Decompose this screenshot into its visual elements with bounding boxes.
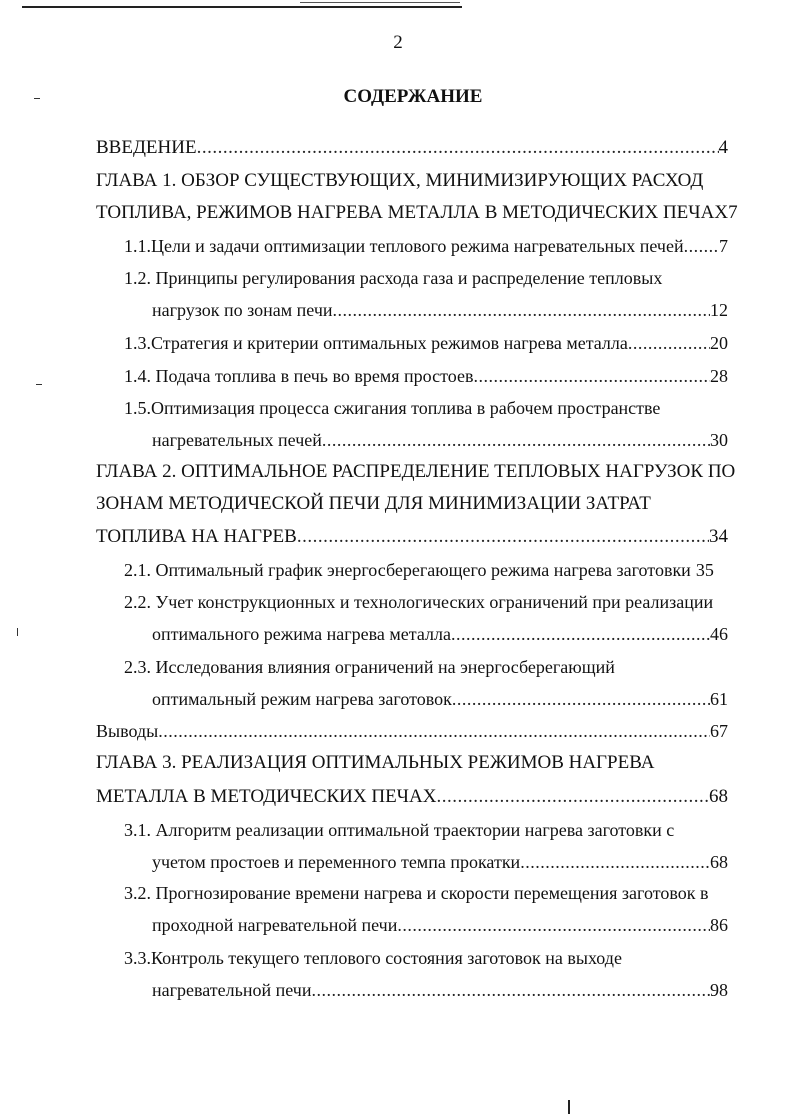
toc-entry-text: нагревательных печей [152, 430, 322, 450]
toc-chapter-3-line: ГЛАВА 3. РЕАЛИЗАЦИЯ ОПТИМАЛЬНЫХ РЕЖИМОВ НАГРЕВА [96, 752, 655, 773]
leader-dots [451, 625, 710, 643]
toc-entry-section-2-2[interactable] [152, 625, 728, 643]
toc-entry-section-3-1[interactable] [152, 853, 728, 871]
toc-entry-text: оптимальный режим нагрева заготовок [152, 689, 452, 709]
toc-section-3-2-line: 3.2. Прогнозирование времени нагрева и скорости перемещения заготовок в [124, 883, 709, 903]
toc-entry-text: оптимального режима нагрева металла [152, 624, 451, 644]
toc-section-1-2-line: 1.2. Принципы регулирования расхода газа и распределение тепловых [124, 268, 663, 288]
toc-entry-page: 12 [710, 300, 728, 320]
leader-dots [197, 138, 719, 157]
toc-section-2-3-line: 2.3. Исследования влияния ограничений на энергосберегающий [124, 657, 615, 677]
toc-section-2-2-line: 2.2. Учет конструкционных и технологических ограничений при реализации [124, 592, 714, 612]
toc-entry-text: МЕТАЛЛА В МЕТОДИЧЕСКИХ ПЕЧАХ [96, 786, 437, 807]
toc-section-1-5-line: 1.5.Оптимизация процесса сжигания топлива в рабочем пространстве [124, 398, 661, 418]
toc-entry-text: ВВЕДЕНИЕ [96, 137, 197, 158]
toc-entry-page: 34 [709, 526, 728, 547]
toc-entry-page: 68 [709, 786, 728, 807]
toc-entry-conclusions[interactable] [96, 722, 728, 740]
leader-dots [333, 301, 710, 319]
leader-dots [628, 334, 710, 352]
toc-entry-text: Выводы [96, 721, 159, 741]
toc-entry-text: учетом простоев и переменного темпа прокатки [152, 852, 521, 872]
toc-chapter-2-line: ЗОНАМ МЕТОДИЧЕСКОЙ ПЕЧИ ДЛЯ МИНИМИЗАЦИИ ЗАТРАТ [96, 493, 651, 514]
toc-entry-page: 86 [710, 915, 728, 935]
toc-entry-introduction[interactable] [96, 138, 728, 157]
toc-entry-text: проходной нагревательной печи [152, 915, 398, 935]
leader-dots [452, 690, 710, 708]
page-number: 2 [393, 32, 403, 53]
toc-entry-page: 20 [710, 333, 728, 353]
toc-entry-page: 67 [710, 721, 728, 741]
leader-dots [520, 853, 710, 871]
leader-dots [684, 237, 719, 255]
toc-entry-page: 61 [710, 689, 728, 709]
scan-edge-line [300, 2, 460, 3]
scan-speck [36, 384, 42, 385]
page-title: СОДЕРЖАНИЕ [343, 86, 483, 107]
toc-entry-page: 68 [710, 852, 728, 872]
toc-entry-section-3-3[interactable] [152, 981, 728, 999]
leader-dots [311, 981, 710, 999]
leader-dots [158, 722, 710, 740]
toc-entry-text: 1.3.Стратегия и критерии оптимальных режимов нагрева металла [124, 333, 628, 353]
scan-edge-mark [568, 1100, 570, 1114]
toc-entry-section-2-1[interactable] [124, 561, 728, 579]
leader-dots [397, 916, 710, 934]
toc-entry-text: ТОПЛИВА НА НАГРЕВ [96, 526, 297, 547]
toc-entry-section-3-2[interactable] [152, 916, 728, 934]
scan-edge-line [22, 6, 462, 8]
toc-entry-page: 98 [710, 980, 728, 1000]
toc-entry-chapter-1[interactable] [96, 202, 738, 223]
toc-entry-section-1-1[interactable] [124, 237, 728, 255]
toc-chapter-2-line: ГЛАВА 2. ОПТИМАЛЬНОЕ РАСПРЕДЕЛЕНИЕ ТЕПЛОВЫХ НАГРУЗОК ПО [96, 461, 736, 482]
toc-entry-page: 7 [728, 202, 738, 223]
toc-entry-text: 1.4. Подача топлива в печь во время простоев [124, 366, 474, 386]
toc-entry-section-2-3[interactable] [152, 690, 728, 708]
leader-dots [322, 431, 710, 449]
toc-section-3-3-line: 3.3.Контроль текущего теплового состояния заготовок на выходе [124, 948, 622, 968]
toc-entry-chapter-3[interactable] [96, 787, 728, 806]
toc-entry-page: 46 [710, 624, 728, 644]
toc-entry-page: 30 [710, 430, 728, 450]
scan-speck [17, 628, 18, 636]
leader-dots [436, 787, 709, 806]
toc-section-3-1-line: 3.1. Алгоритм реализации оптимальной траектории нагрева заготовки с [124, 820, 675, 840]
toc-entry-text: ТОПЛИВА, РЕЖИМОВ НАГРЕВА МЕТАЛЛА В МЕТОДИЧЕСКИХ ПЕЧАХ [96, 202, 729, 223]
toc-entry-section-1-4[interactable] [124, 367, 728, 385]
toc-entry-page: 28 [710, 366, 728, 386]
toc-entry-section-1-2[interactable] [152, 301, 728, 319]
leader-dots [297, 527, 709, 546]
toc-entry-page: 7 [719, 236, 728, 256]
toc-chapter-1-line: ГЛАВА 1. ОБЗОР СУЩЕСТВУЮЩИХ, МИНИМИЗИРУЮЩИХ РАСХОД [96, 170, 704, 191]
toc-entry-text: 1.1.Цели и задачи оптимизации теплового режима нагревательных печей [124, 236, 684, 256]
toc-entry-section-1-5[interactable] [152, 431, 728, 449]
toc-entry-text: нагревательной печи [152, 980, 312, 1000]
toc-entry-chapter-2[interactable] [96, 527, 728, 546]
toc-entry-text: нагрузок по зонам печи [152, 300, 333, 320]
toc-entry-page: 4 [718, 137, 728, 158]
leader-dots [473, 367, 710, 385]
toc-entry-section-1-3[interactable] [124, 334, 728, 352]
toc-entry-text: 2.1. Оптимальный график энергосберегающего режима нагрева заготовки [124, 560, 691, 580]
toc-entry-page: 35 [695, 560, 714, 580]
